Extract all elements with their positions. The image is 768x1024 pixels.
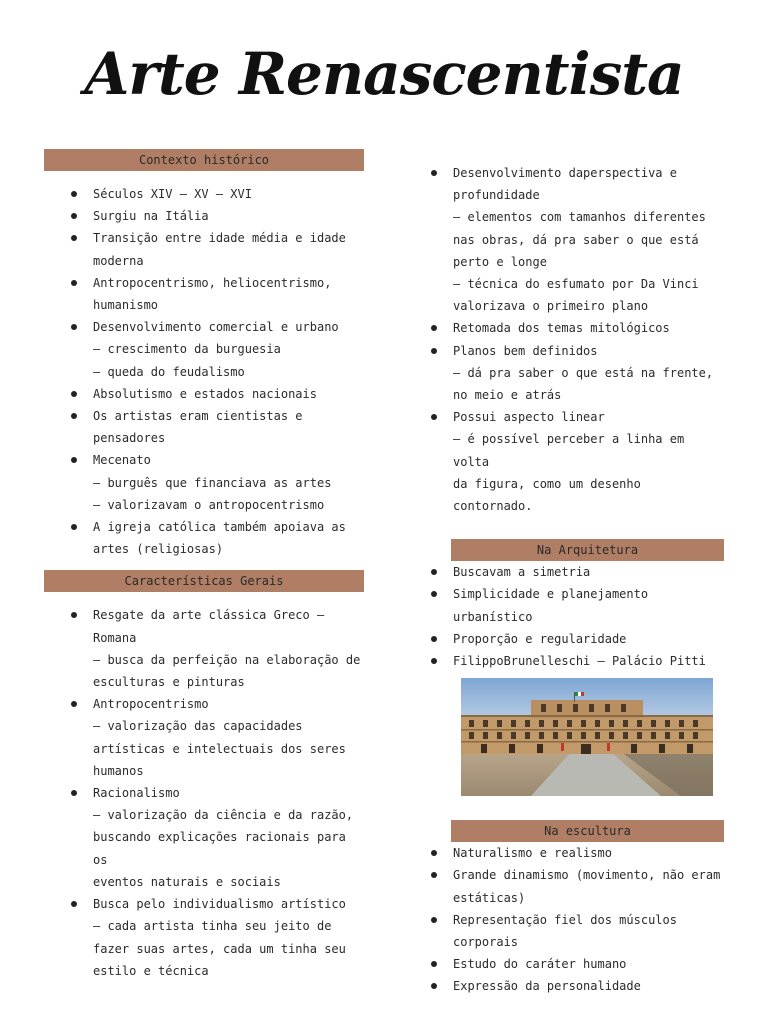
list-item: Busca pelo individualismo artístico – cada artista tinha seu jeito de fazer suas artes, cada um tinha seu estilo e técnica [44, 893, 364, 982]
cornice [461, 729, 713, 731]
arquitetura-list [418, 561, 724, 672]
right-column [418, 162, 724, 998]
list-item: Retomada dos temas mitológicos [418, 317, 724, 339]
list-item: Expressão da personalidade [418, 975, 724, 997]
list-item: Desenvolvimento comercial e urbano – crescimento da burguesia – queda do feudalismo [44, 316, 364, 383]
list-item: Surgiu na Itália [44, 205, 364, 227]
list-item: Proporção e regularidade [418, 628, 724, 650]
list-item: Antropocentrismo, heliocentrismo, humanismo [44, 272, 364, 316]
list-item: FilippoBrunelleschi – Palácio Pitti [418, 650, 724, 672]
list-item: Possui aspecto linear – é possível perceber a linha em volta da figura, como um desenho contornado. [418, 406, 724, 517]
list-item: Os artistas eram cientistas e pensadores [44, 405, 364, 449]
cornice [461, 715, 713, 717]
section-header-caracteristicas: Características Gerais [44, 570, 364, 592]
list-item: Absolutismo e estados nacionais [44, 383, 364, 405]
list-item: Racionalismo – valorização da ciência e da razão, buscando explicações racionais para os eventos naturais e sociais [44, 782, 364, 893]
list-item: Simplicidade e planejamento urbanístico [418, 583, 724, 627]
list-item: Representação fiel dos músculos corporais [418, 909, 724, 953]
list-item: Mecenato – burguês que financiava as artes – valorizavam o antropocentrismo [44, 449, 364, 516]
list-item: Resgate da arte clássica Greco – Romana – busca da perfeição na elaboração de esculturas e pinturas [44, 604, 364, 693]
contexto-list [44, 183, 364, 560]
left-column [44, 149, 364, 982]
list-item: Transição entre idade média e idade moderna [44, 227, 364, 271]
list-item: Desenvolvimento daperspectiva e profundidade – elementos com tamanhos diferentes nas obras, dá pra saber o que está perto e longe – técnica do esfumato por Da Vinci valorizava o primeiro plano [418, 162, 724, 317]
list-item: Estudo do caráter humano [418, 953, 724, 975]
cornice [461, 741, 713, 743]
section-header-arquitetura: Na Arquitetura [451, 539, 724, 561]
list-item: Antropocentrismo – valorização das capacidades artísticas e intelectuais dos seres humanos [44, 693, 364, 782]
list-item: A igreja católica também apoiava as artes (religiosas) [44, 516, 364, 560]
intro-list [418, 162, 724, 517]
list-item: Séculos XIV – XV – XVI [44, 183, 364, 205]
arches [481, 744, 693, 754]
section-header-escultura: Na escultura [451, 820, 724, 842]
page-title: Arte Renascentista [84, 40, 684, 108]
list-item: Naturalismo e realismo [418, 842, 724, 864]
list-item: Grande dinamismo (movimento, não eram estáticas) [418, 864, 724, 908]
palace-illustration [461, 678, 713, 796]
palazzo-pitti-image [461, 678, 713, 796]
escultura-list [418, 842, 724, 997]
list-item: Planos bem definidos – dá pra saber o que está na frente, no meio e atrás [418, 340, 724, 407]
section-header-contexto: Contexto histórico [44, 149, 364, 171]
caracteristicas-list [44, 604, 364, 981]
list-item: Buscavam a simetria [418, 561, 724, 583]
